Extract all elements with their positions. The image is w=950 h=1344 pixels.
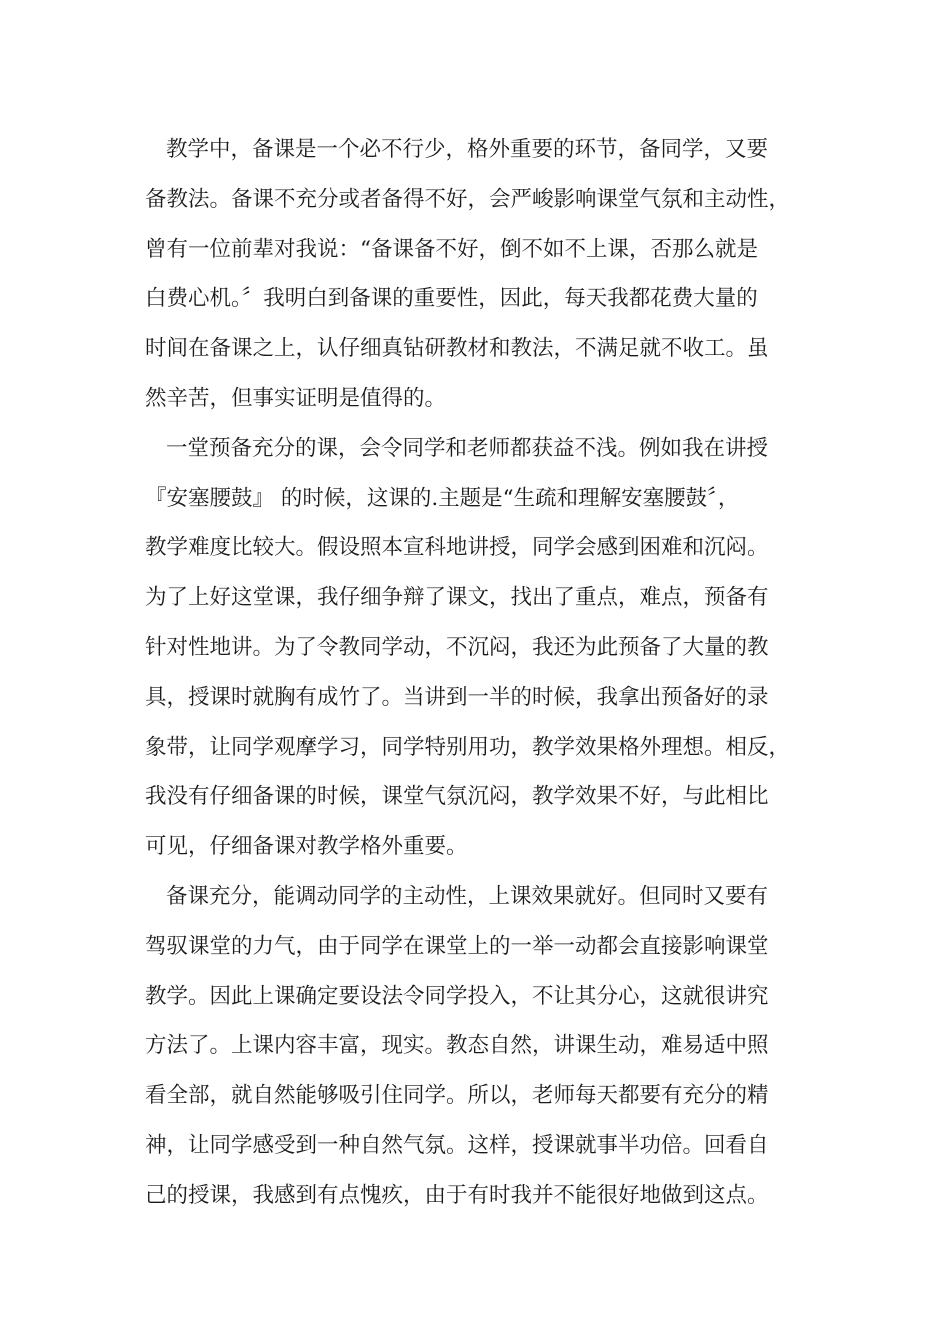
text-line: 己的授课，我感到有点愧疚，由于有时我并不能很好地做到这点。	[145, 1182, 769, 1208]
paragraph-2	[145, 424, 825, 872]
text-line: 为了上好这堂课，我仔细争辩了课文，找出了重点，难点，预备有	[145, 585, 769, 611]
text-line: 针对性地讲。为了令教同学动，不沉闷，我还为此预备了大量的教	[145, 634, 769, 660]
text-line: 象带，让同学观摩学习，同学特别用功，教学效果格外理想。相反，	[145, 734, 791, 760]
text-line: 备教法。备课不充分或者备得不好，会严峻影响课堂气氛和主动性，	[145, 186, 791, 212]
text-line: 一堂预备充分的课，会令同学和老师都获益不浅。例如我在讲授	[166, 435, 769, 461]
text-line: 备课充分，能调动同学的主动性，上课效果就好。但同时又要有	[166, 883, 769, 909]
text-line: 我没有仔细备课的时候，课堂气氛沉闷，教学效果不好，与此相比	[145, 784, 769, 810]
text-line: 教学。因此上课确定要设法令同学投入，不让其分心，这就很讲究	[145, 983, 769, 1009]
text-line: 神，让同学感受到一种自然气氛。这样，授课就事半功倍。回看自	[145, 1132, 769, 1158]
text-line: 方法了。上课内容丰富，现实。教态自然，讲课生动，难易适中照	[145, 1033, 769, 1059]
text-line: 看全部，就自然能够吸引住同学。所以，老师每天都要有充分的精	[145, 1083, 769, 1109]
text-line: 然辛苦，但事实证明是值得的。	[145, 385, 447, 411]
text-line: 可见，仔细备课对教学格外重要。	[145, 834, 468, 860]
text-line: 具，授课时就胸有成竹了。当讲到一半的时候，我拿出预备好的录	[145, 684, 769, 710]
text-line: 曾有一位前辈对我说：“备课备不好，倒不如不上课，否那么就是	[145, 236, 758, 262]
text-line: 时间在备课之上，认仔细真钻研教材和教法，不满足就不收工。虽	[145, 336, 769, 362]
text-line: 教学难度比较大。假设照本宣科地讲授，同学会感到困难和沉闷。	[145, 535, 769, 561]
text-line: 白费心机。〞我明白到备课的重要性，因此，每天我都花费大量的	[145, 286, 758, 312]
paragraph-3	[145, 872, 825, 1221]
text-line: 『安塞腰鼓』 的时候，这课的.主题是“生疏和理解安塞腰鼓〞，	[145, 485, 740, 511]
document-body	[145, 125, 825, 1221]
paragraph-1	[145, 125, 825, 424]
text-line: 驾驭课堂的力气，由于同学在课堂上的一举一动都会直接影响课堂	[145, 933, 769, 959]
text-line: 教学中，备课是一个必不行少，格外重要的环节，备同学，又要	[166, 137, 769, 162]
